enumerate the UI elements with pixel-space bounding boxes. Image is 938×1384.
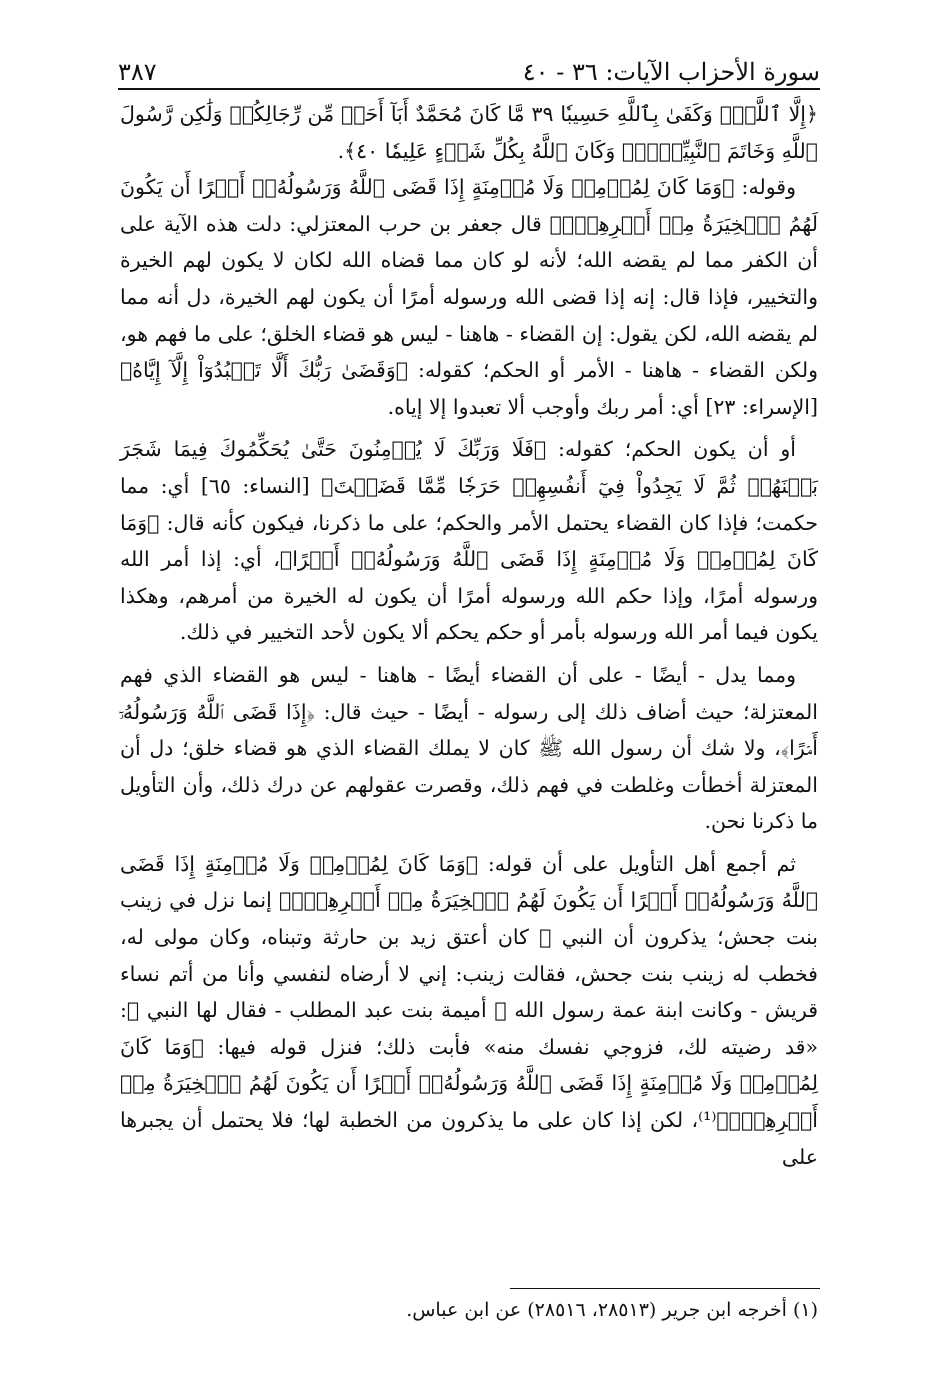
header-rule [118,88,820,90]
paragraph-mutazila-refutation: ومما يدل - أيضًا - على أن القضاء أيضًا - هاهنا - ليس هو القضاء الذي فهم المعتزلة؛ حيث أضاف ذلك إلى رسوله - أيضًا - حيث قال: ﴿إِذَا قَضَى ٱللَّهُ وَرَسُولُهُۥٓ أَمۡرًا﴾، ولا شك أن رسول الله ﷺ كان لا يملك القضاء الذي هو قضاء خلق؛ دل أن المعتزلة أخطأت وغلطت في فهم ذلك، وقصرت عقولهم عن درك ذلك، وأن التأويل ما ذكرنا نحن. [120,662,818,834]
running-head [118,42,820,86]
body-text [120,96,818,1175]
paragraph-zaynab: ثم أجمع أهل التأويل على أن قوله: ﴿وَمَا كَانَ لِمُؤۡمِنٖ وَلَا مُؤۡمِنَةٍ إِذَا قَضَى ٱللَّهُ وَرَسُولُهُۥٓ أَمۡرًا أَن يَكُونَ لَهُمُ ٱلۡخِيَرَةُ مِنۡ أَمۡرِهِمۡۗ﴾ إنما نزل في زينب بنت جحش؛ يذكرون أن النبي ﷺ كان أعتق زيد بن حارثة وتبناه، وكان مولى له، فخطب له زينب بنت جحش، فقالت زينب: إني لا أرضاه لنفسي وأنا من أتم نساء قريش - وكانت ابنة عمة رسول الله ﷺ أميمة بنت عبد المطلب - فقال لها النبي ﷺ: «قد رضيته لك، فزوجي نفسك منه» فأبت ذلك؛ فنزل قوله فيها: ﴿وَمَا كَانَ لِمُؤۡمِنٖ وَلَا مُؤۡمِنَةٍ إِذَا قَضَى ٱللَّهُ وَرَسُولُهُۥٓ أَمۡرًا أَن يَكُونَ لَهُمُ ٱلۡخِيَرَةُ مِنۡ أَمۡرِهِمۡۗ﴾⁽¹⁾، لكن إذا كان على ما يذكرون من الخطبة لها؛ فلا يحتمل أن يجبرها على [120,851,818,1169]
paragraph-jafar-bin-harb: وقوله: ﴿وَمَا كَانَ لِمُؤۡمِنٖ وَلَا مُؤۡمِنَةٍ إِذَا قَضَى ٱللَّهُ وَرَسُولُهُۥٓ أَمۡرًا أَن يَكُونَ لَهُمُ ٱلۡخِيَرَةُ مِنۡ أَمۡرِهِمۡۗ﴾ قال جعفر بن حرب المعتزلي: دلت هذه الآية على أن الكفر مما لم يقضه الله؛ لأنه لو كان مما قضاه الله لكان لا يكون لهم الخيرة والتخيير، فإذا قال: إنه إذا قضى الله ورسوله أمرًا أن يكون لهم الخيرة، دل أنه مما لم يقضه الله، لكن يقول: إن القضاء - هاهنا - ليس هو قضاء الخلق؛ على ما فهم هو، ولكن القضاء - هاهنا - الأمر أو الحكم؛ كقوله: ﴿وَقَضَىٰ رَبُّكَ أَلَّا تَعۡبُدُوٓاْ إِلَّآ إِيَّاهُ﴾ [الإسراء: ٢٣] أي: أمر ربك وأوجب ألا تعبدوا إلا إياه. [120,175,818,419]
footnote: (١) أخرجه ابن جرير (٢٨٥١٣، ٢٨٥١٦) عن ابن عباس. [406,1299,818,1321]
page-number: ٣٨٧ [118,58,157,86]
paragraph-hukm: أو أن يكون الحكم؛ كقوله: ﴿فَلَا وَرَبِّكَ لَا يُؤۡمِنُونَ حَتَّىٰ يُحَكِّمُوكَ فِيمَا شَجَرَ بَيۡنَهُمۡ ثُمَّ لَا يَجِدُواْ فِيٓ أَنفُسِهِمۡ حَرَجٗا مِّمَّا قَضَيۡتَ﴾ [النساء: ٦٥] أي: مما حكمت؛ فإذا كان القضاء يحتمل الأمر والحكم؛ على ما ذكرنا، فيكون كأنه قال: ﴿وَمَا كَانَ لِمُؤۡمِنٖ وَلَا مُؤۡمِنَةٍ إِذَا قَضَى ٱللَّهُ وَرَسُولُهُۥٓ أَمۡرًا﴾، أي: إذا أمر الله ورسوله أمرًا، وإذا حكم الله ورسوله أمرًا أن يكون له الخيرة من أمرهم، وهكذا يكون فيما أمر الله ورسوله بأمر أو حكم يحكم ألا يكون لأحد التخيير في ذلك. [120,437,819,645]
paragraph-verses-39-40: ﴿إِلَّا ٱللَّهَۗ وَكَفَىٰ بِٱللَّهِ حَسِيبٗا ٣٩ مَّا كَانَ مُحَمَّدٌ أَبَآ أَحَدٖ مِّن رِّجَالِكُمۡ وَلَٰكِن رَّسُولَ ٱللَّهِ وَخَاتَمَ ٱلنَّبِيِّـۧنَۗ وَكَانَ ٱللَّهُ بِكُلِّ شَيۡءٍ عَلِيمٗا ٤٠﴾. [120,102,818,163]
footnote-rule [510,1288,820,1289]
running-title: سورة الأحزاب الآيات: ٣٦ - ٤٠ [522,58,820,86]
